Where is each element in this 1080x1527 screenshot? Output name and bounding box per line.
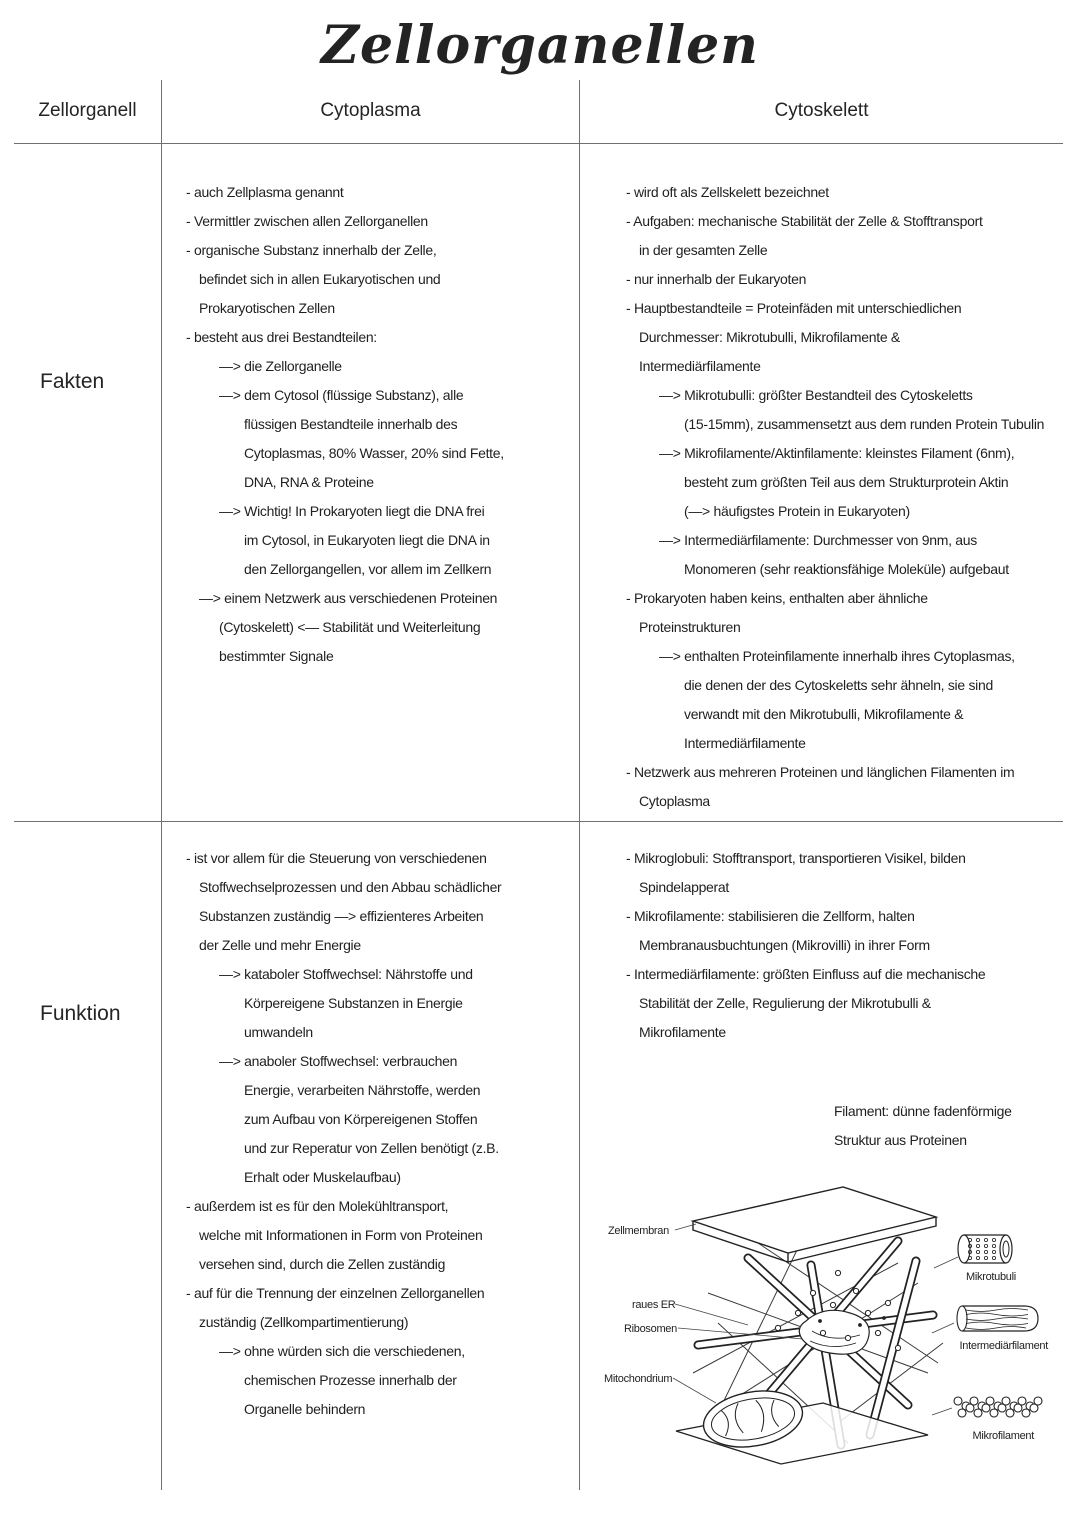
filament-note xyxy=(834,1097,1061,1155)
text-line: (—> häufigstes Protein in Eukaryoten) xyxy=(684,502,910,519)
text-line: Organelle behindern xyxy=(244,1400,366,1417)
text-line: - auch Zellplasma genannt xyxy=(186,183,344,200)
text-line: - organische Substanz innerhalb der Zelle, xyxy=(186,241,437,258)
text-line: —> dem Cytosol (flüssige Substanz), alle xyxy=(219,386,464,403)
text-line: zum Aufbau von Körpereigenen Stoffen xyxy=(244,1110,478,1127)
text-line: - besteht aus drei Bestandteilen: xyxy=(186,328,377,345)
text-line: - Vermittler zwischen allen Zellorganellen xyxy=(186,212,428,229)
text-line: - Mikroglobuli: Stofftransport, transportieren Visikel, bilden xyxy=(626,849,966,866)
text-line: Cytoplasma xyxy=(639,792,710,809)
text-line: - Intermediärfilamente: größten Einfluss auf die mechanische xyxy=(626,965,986,982)
text-line: Struktur aus Proteinen xyxy=(834,1131,967,1148)
text-line: (15-15mm), zusammensetzt aus dem runden Protein Tubulin xyxy=(684,415,1045,432)
fakten-cytoplasma-cell xyxy=(162,144,580,822)
text-line: Mikrofilamente xyxy=(639,1023,726,1040)
text-line: Membranausbuchtungen (Mikrovilli) in ihrer Form xyxy=(639,936,930,953)
text-line: und zur Reperatur von Zellen benötigt (z.B. xyxy=(244,1139,499,1156)
text-line: Cytoplasmas, 80% Wasser, 20% sind Fette, xyxy=(244,444,504,461)
text-line: —> Mikrotubulli: größter Bestandteil des Cytoskeletts xyxy=(659,386,973,403)
text-line: —> anaboler Stoffwechsel: verbrauchen xyxy=(219,1052,458,1069)
text-line: —> Mikrofilamente/Aktinfilamente: kleinstes Filament (6nm), xyxy=(659,444,1015,461)
page-title: Zellorganellen xyxy=(321,15,759,76)
text-line: im Cytosol, in Eukaryoten liegt die DNA in xyxy=(244,531,490,548)
text-line: - Netzwerk aus mehreren Proteinen und länglichen Filamenten im xyxy=(626,763,1015,780)
text-line: DNA, RNA & Proteine xyxy=(244,473,374,490)
text-line: (Cytoskelett) <— Stabilität und Weiterleitung xyxy=(219,618,481,635)
text-line: die denen der des Cytoskeletts sehr ähneln, sie sind xyxy=(684,676,993,693)
text-line: Spindelapperat xyxy=(639,878,729,895)
text-line: der Zelle und mehr Energie xyxy=(199,936,361,953)
text-line: - Aufgaben: mechanische Stabilität der Zelle & Stofftransport xyxy=(626,212,983,229)
funktion-cytoskelett-text xyxy=(626,844,1061,1047)
text-line: - Hauptbestandteile = Proteinfäden mit unterschiedlichen xyxy=(626,299,962,316)
text-line: —> kataboler Stoffwechsel: Nährstoffe und xyxy=(219,965,473,982)
text-line: besteht zum größten Teil aus dem Strukturprotein Aktin xyxy=(684,473,1009,490)
fakten-cytoskelett-cell xyxy=(580,144,1063,822)
text-line: Erhalt oder Muskelaufbau) xyxy=(244,1168,401,1185)
text-line: - ist vor allem für die Steuerung von verschiedenen xyxy=(186,849,487,866)
text-line: umwandeln xyxy=(244,1023,313,1040)
text-line: Stabilität der Zelle, Regulierung der Mikrotubulli & xyxy=(639,994,931,1011)
label-ribosomen: Ribosomen xyxy=(624,1322,677,1335)
column-header-cytoplasma: Cytoplasma xyxy=(162,80,580,144)
text-line: flüssigen Bestandteile innerhalb des xyxy=(244,415,458,432)
text-line: - wird oft als Zellskelett bezeichnet xyxy=(626,183,829,200)
label-mikrofilament: Mikrofilament xyxy=(972,1429,1034,1442)
mikrotubuli-icon xyxy=(958,1235,1012,1263)
text-line: versehen sind, durch die Zellen zuständig xyxy=(199,1255,446,1272)
text-line: - Mikrofilamente: stabilisieren die Zellform, halten xyxy=(626,907,915,924)
cytoskeleton-diagram xyxy=(598,1173,1063,1483)
label-intermediaerfilament: Intermediärfilament xyxy=(959,1339,1048,1352)
text-line: Körpereigene Substanzen in Energie xyxy=(244,994,463,1011)
text-line: Prokaryotischen Zellen xyxy=(199,299,335,316)
text-line: —> ohne würden sich die verschiedenen, xyxy=(219,1342,465,1359)
text-line: - nur innerhalb der Eukaryoten xyxy=(626,270,807,287)
cell-membrane-plane xyxy=(693,1187,936,1262)
text-line: - außerdem ist es für den Molekühltransport, xyxy=(186,1197,449,1214)
row-label-funktion: Funktion xyxy=(14,822,162,1490)
text-line: Proteinstrukturen xyxy=(639,618,741,635)
label-raues-er: raues ER xyxy=(632,1298,676,1311)
label-mikrotubuli: Mikrotubuli xyxy=(966,1270,1016,1283)
text-line: welche mit Informationen in Form von Proteinen xyxy=(199,1226,483,1243)
text-line: Filament: dünne fadenförmige xyxy=(834,1102,1012,1119)
text-line: —> Wichtig! In Prokaryoten liegt die DNA frei xyxy=(219,502,485,519)
text-line: befindet sich in allen Eukaryotischen und xyxy=(199,270,441,287)
text-line: den Zellorgangellen, vor allem im Zellkern xyxy=(244,560,492,577)
text-line: - auf für die Trennung der einzelnen Zellorganellen xyxy=(186,1284,485,1301)
text-line: —> Intermediärfilamente: Durchmesser von 9nm, aus xyxy=(659,531,977,548)
column-header-cytoskelett: Cytoskelett xyxy=(580,80,1063,144)
text-line: - Prokaryoten haben keins, enthalten aber ähnliche xyxy=(626,589,928,606)
text-line: —> die Zellorganelle xyxy=(219,357,342,374)
row-label-fakten: Fakten xyxy=(14,144,162,822)
label-mitochondrium: Mitochondrium xyxy=(604,1372,673,1385)
text-line: Monomeren (sehr reaktionsfähige Moleküle) aufgebaut xyxy=(684,560,1009,577)
text-line: —> enthalten Proteinfilamente innerhalb ihres Cytoplasmas, xyxy=(659,647,1015,664)
cytoskeleton-figure xyxy=(598,1173,1061,1490)
intermediaerfilament-icon xyxy=(957,1306,1038,1331)
label-zellmembran: Zellmembran xyxy=(608,1224,669,1237)
text-line: —> einem Netzwerk aus verschiedenen Proteinen xyxy=(199,589,498,606)
funktion-cytoskelett-cell xyxy=(580,822,1063,1490)
text-line: bestimmter Signale xyxy=(219,647,334,664)
text-line: zuständig (Zellkompartimentierung) xyxy=(199,1313,409,1330)
text-line: Energie, verarbeiten Nährstoffe, werden xyxy=(244,1081,481,1098)
text-line: Substanzen zuständig —> effizienteres Arbeiten xyxy=(199,907,484,924)
text-line: chemischen Prozesse innerhalb der xyxy=(244,1371,457,1388)
text-line: Durchmesser: Mikrotubulli, Mikrofilamente & xyxy=(639,328,900,345)
text-line: Intermediärfilamente xyxy=(684,734,806,751)
text-line: in der gesamten Zelle xyxy=(639,241,768,258)
notes-table xyxy=(14,80,1063,1490)
text-line: Stoffwechselprozessen und den Abbau schädlicher xyxy=(199,878,502,895)
funktion-cytoplasma-cell xyxy=(162,822,580,1490)
mikrofilament-icon xyxy=(954,1397,1042,1417)
text-line: Intermediärfilamente xyxy=(639,357,761,374)
text-line: verwandt mit den Mikrotubulli, Mikrofilamente & xyxy=(684,705,964,722)
column-header-zellorganell: Zellorganell xyxy=(14,80,162,144)
